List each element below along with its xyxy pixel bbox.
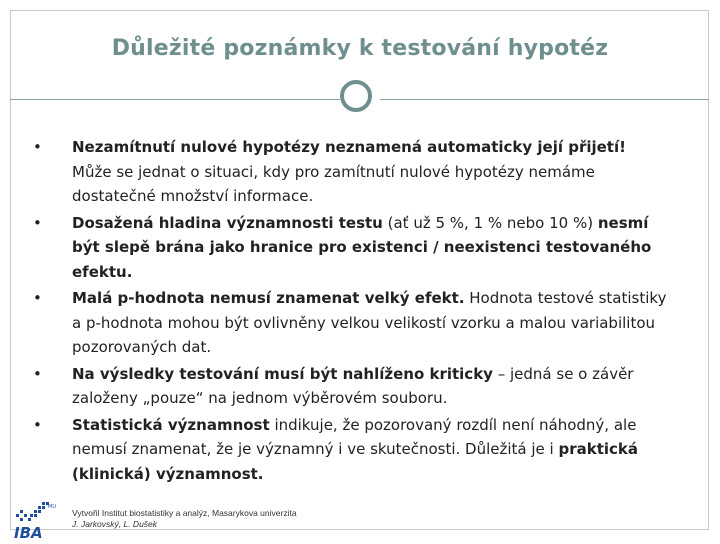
bullet-bold-text: Dosažená hladina významnosti testu (72, 213, 383, 232)
bullet-text: Hodnota testové statistiky a p-hodnota mohou být ovlivněny velkou velikostí vzorku a malou variabilitou pozorovaných dat. (72, 289, 667, 356)
bullet-bold-text: Nezamítnutí nulové hypotézy neznamená automaticky její přijetí! (72, 138, 626, 156)
title-divider-left (10, 99, 340, 100)
bullet-dot-icon: • (33, 213, 42, 232)
bullet-bold-text: praktická (klinická) významnost. (72, 440, 639, 483)
bullet-bold-text: Malá p-hodnota nemusí znamenat velký efekt. (72, 289, 465, 307)
bullet-item (30, 413, 670, 487)
bullet-dot-icon: • (33, 415, 42, 434)
bullet-dot-icon: • (33, 364, 42, 383)
bullet-item (30, 211, 670, 285)
bullet-text: Může se jednat o situaci, kdy pro zamítnutí nulové hypotézy nemáme dostatečné množství informace. (72, 162, 595, 205)
slide-title: Důležité poznámky k testování hypotéz (111, 36, 609, 61)
bullet-item (30, 362, 670, 411)
bullet-bold-text: Na výsledky testování musí být nahlíženo kriticky (72, 364, 493, 383)
bullet-dot-icon: • (33, 289, 42, 307)
footer-authors: J. Jarkovský, L. Dušek (72, 519, 158, 529)
bullet-item (30, 135, 670, 209)
bullet-text: – jedná se o závěr založeny „pouze“ na jednom výběrovém souboru. (72, 364, 634, 407)
bullet-dot-icon: • (33, 138, 42, 156)
svg-text:IBA: IBA (14, 524, 43, 540)
svg-text:MU: MU (48, 504, 56, 510)
bullet-list (30, 135, 670, 488)
footer-credit (72, 508, 297, 530)
iba-logo (12, 500, 58, 540)
footer-institution: Vytvořil Institut biostatistiky a analýz, Masarykova univerzita (72, 508, 297, 518)
circle-ornament-icon (340, 80, 372, 112)
bullet-bold-text: nesmí být slepě brána jako hranice pro existenci / neexistenci testovaného efektu. (72, 213, 652, 281)
bullet-text: indikuje, že pozorovaný rozdíl není náhodný, ale nemusí znamenat, že je významný i ve skutečnosti. Důležitá je i (72, 415, 637, 458)
title-divider-right (380, 99, 709, 100)
bullet-item (30, 286, 670, 360)
bullet-text: (ať už 5 %, 1 % nebo 10 %) (382, 213, 598, 232)
bullet-bold-text: Statistická významnost (72, 415, 270, 434)
